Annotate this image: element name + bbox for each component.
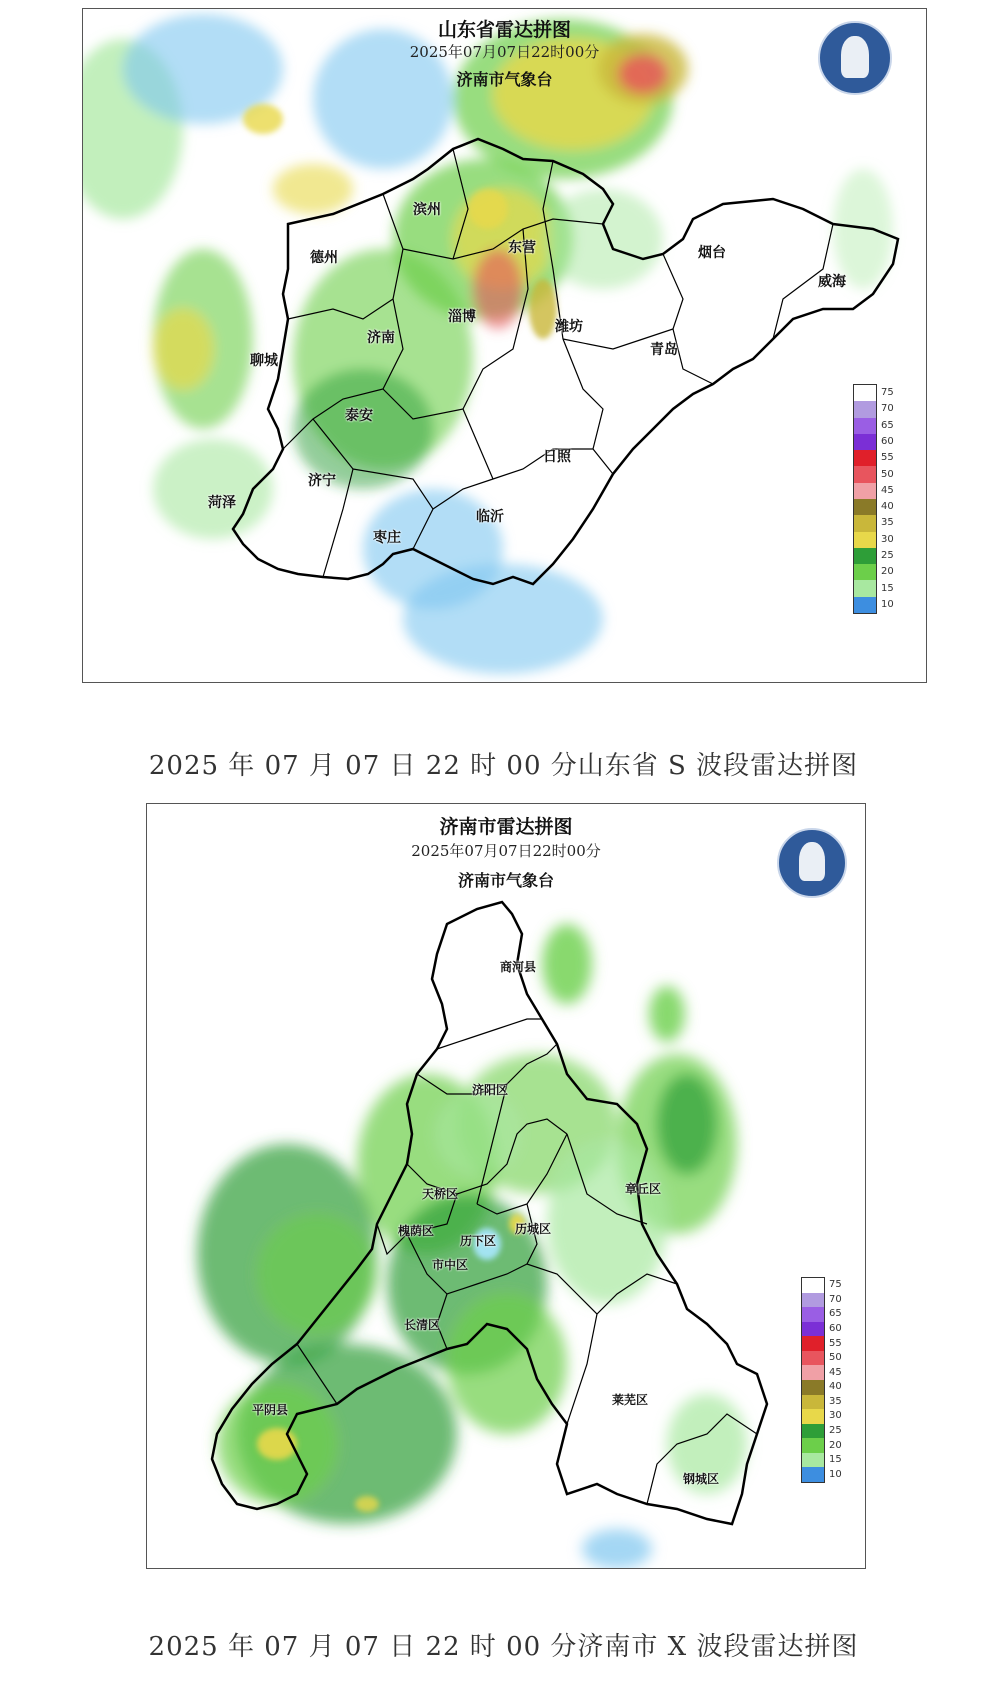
legend-swatch: [854, 385, 876, 401]
legend-label: 55: [829, 1337, 842, 1349]
legend-label: 45: [881, 484, 894, 496]
city-label: 日照: [543, 449, 571, 465]
district-label: 长清区: [404, 1318, 441, 1332]
legend-label: 60: [881, 436, 894, 447]
figure-caption: 2025 年 07 月 07 日 22 时 00 分济南市 X 波段雷达拼图: [148, 1632, 859, 1662]
legend-swatch: [802, 1351, 824, 1366]
legend-swatch: [854, 466, 876, 482]
legend-label: 75: [829, 1279, 842, 1291]
legend-swatch: [854, 548, 876, 564]
legend-swatch: [802, 1322, 824, 1337]
district-label: 莱芜区: [612, 1393, 649, 1407]
city-label: 德州: [310, 250, 338, 266]
legend-label: 65: [829, 1308, 842, 1320]
weather-bureau-logo: [818, 21, 892, 95]
legend-label: 20: [829, 1439, 842, 1451]
legend-label: 25: [829, 1425, 842, 1436]
legend-label: 45: [829, 1366, 842, 1378]
legend-swatch: [854, 434, 876, 450]
legend-swatch: [854, 450, 876, 466]
legend-label: 35: [829, 1395, 842, 1407]
legend-swatch: [802, 1453, 824, 1468]
legend-label: 30: [881, 533, 894, 545]
weather-bureau-logo: [777, 828, 847, 898]
legend-swatch: [854, 483, 876, 499]
legend-swatch: [854, 564, 876, 580]
city-label: 威海: [818, 274, 846, 290]
legend-swatch: [854, 597, 876, 613]
legend-label: 40: [829, 1381, 842, 1393]
map-time: 2025年07月07日22时00分: [409, 43, 600, 61]
district-label: 天桥区: [422, 1187, 459, 1201]
legend-swatch: [854, 532, 876, 548]
legend-label: 30: [829, 1410, 842, 1422]
legend-label: 65: [881, 419, 894, 431]
legend-swatch: [802, 1395, 824, 1410]
legend-label: 10: [881, 598, 894, 610]
city-label: 枣庄: [373, 530, 401, 546]
map-issuer: 济南市气象台: [456, 70, 553, 89]
jinan-radar-map: [146, 803, 866, 1569]
map-title: 济南市雷达拼图: [439, 816, 573, 838]
legend-swatch: [854, 580, 876, 596]
district-label: 济阳区: [472, 1083, 509, 1097]
legend-swatch: [802, 1409, 824, 1424]
map-issuer: 济南市气象台: [457, 871, 554, 890]
legend-swatch: [802, 1424, 824, 1439]
legend-label: 10: [829, 1468, 842, 1480]
legend-label: 75: [881, 387, 894, 399]
legend-label: 35: [881, 517, 894, 529]
legend-label: 50: [829, 1352, 842, 1364]
city-label: 潍坊: [555, 319, 583, 335]
district-label: 章丘区: [625, 1182, 662, 1196]
city-label: 青岛: [650, 342, 678, 358]
district-label: 钢城区: [683, 1472, 720, 1486]
city-label: 东营: [508, 240, 536, 256]
legend-label: 20: [881, 566, 894, 578]
district-label: 商河县: [500, 960, 537, 974]
city-label: 聊城: [250, 353, 278, 369]
legend-swatch: [854, 499, 876, 515]
legend-label: 25: [881, 550, 894, 561]
shandong-radar-canvas: [83, 9, 926, 682]
legend-swatch: [854, 401, 876, 417]
legend-swatch: [854, 418, 876, 434]
city-label: 临沂: [476, 509, 504, 525]
legend-swatch: [802, 1365, 824, 1380]
legend-swatch: [802, 1293, 824, 1308]
radar-echoes: [83, 14, 893, 674]
legend-swatch: [802, 1278, 824, 1293]
shandong-radar-map: [82, 8, 927, 683]
color-legend: [801, 1277, 842, 1483]
map-title: 山东省雷达拼图: [437, 19, 571, 41]
legend-swatch: [802, 1438, 824, 1453]
legend-swatch: [802, 1380, 824, 1395]
legend-label: 15: [881, 582, 894, 594]
district-label: 历城区: [515, 1222, 552, 1236]
legend-label: 55: [881, 452, 894, 464]
legend-label: 60: [829, 1323, 842, 1334]
district-label: 市中区: [432, 1258, 469, 1272]
color-legend: [853, 384, 894, 614]
city-label: 菏泽: [208, 495, 236, 511]
legend-label: 15: [829, 1454, 842, 1466]
map-time: 2025年07月07日22时00分: [411, 842, 601, 860]
city-label: 济宁: [308, 473, 336, 489]
city-label: 泰安: [345, 408, 373, 424]
figure-caption: 2025 年 07 月 07 日 22 时 00 分山东省 S 波段雷达拼图: [148, 751, 859, 781]
legend-label: 40: [881, 501, 894, 513]
legend-label: 70: [829, 1293, 842, 1305]
district-label: 平阴县: [252, 1403, 289, 1417]
legend-swatch: [802, 1336, 824, 1351]
city-label: 滨州: [413, 202, 441, 218]
legend-swatch: [802, 1467, 824, 1482]
legend-swatch: [802, 1307, 824, 1322]
jinan-radar-canvas: [147, 804, 865, 1568]
city-label: 淄博: [448, 309, 476, 325]
district-label: 槐荫区: [398, 1224, 435, 1238]
legend-label: 70: [881, 403, 894, 415]
district-label: 历下区: [460, 1234, 497, 1248]
legend-label: 50: [881, 468, 894, 480]
city-label: 烟台: [698, 245, 726, 261]
city-label: 济南: [367, 330, 395, 346]
legend-swatch: [854, 515, 876, 531]
